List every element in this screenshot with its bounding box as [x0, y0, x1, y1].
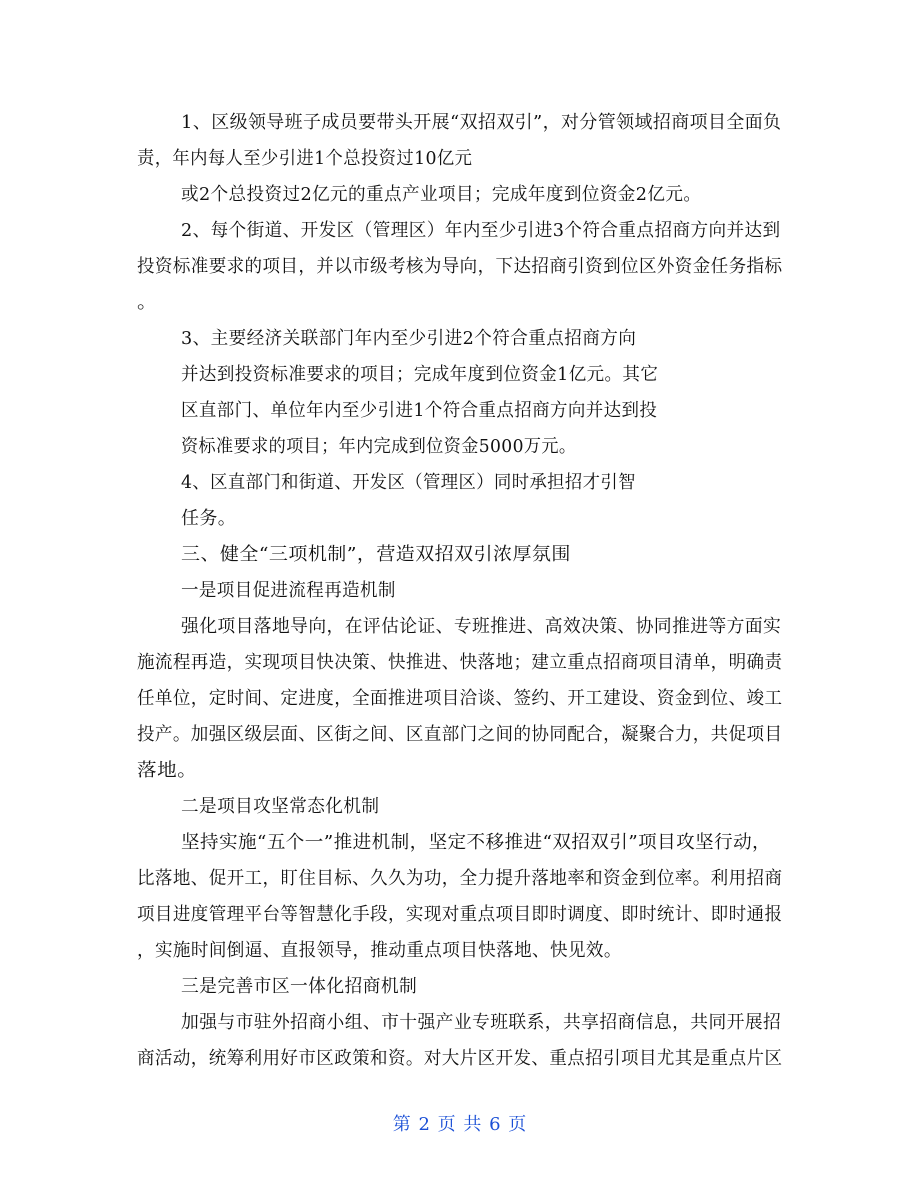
body-line: 或2个总投资过2亿元的重点产业项目；完成年度到位资金2亿元。 [181, 184, 702, 205]
subsection-heading: 一是项目促进流程再造机制 [181, 580, 396, 601]
body-line: 2、每个街道、开发区（管理区）年内至少引进3个符合重点招商方向并达到 [181, 220, 781, 241]
body-line: 1、区级领导班子成员要带头开展“双招双引”，对分管领域招商项目全面负 [181, 112, 782, 133]
body-line: 4、区直部门和街道、开发区（管理区）同时承担招才引智 [181, 472, 636, 493]
section-heading: 三、健全“三项机制”，营造双招双引浓厚氛围 [181, 544, 571, 565]
body-line: 加强与市驻外招商小组、市十强产业专班联系，共享招商信息，共同开展招 [181, 1012, 782, 1033]
body-line: ，实施时间倒逼、直报领导，推动重点项目快落地、快见效。 [137, 940, 622, 961]
body-line: 商活动，统筹利用好市区政策和资。对大片区开发、重点招引项目尤其是重点片区 [137, 1048, 783, 1069]
page-number-footer: 第 2 页 共 6 页 [392, 1114, 528, 1135]
subsection-heading: 三是完善市区一体化招商机制 [181, 976, 418, 997]
body-line: 强化项目落地导向，在评估论证、专班推进、高效决策、协同推进等方面实 [181, 616, 782, 637]
body-line: 资标准要求的项目；年内完成到位资金5000万元。 [181, 436, 577, 457]
body-line: 落地。 [137, 760, 198, 781]
body-line: 施流程再造，实现项目快决策、快推进、快落地；建立重点招商项目清单，明确责 [137, 652, 783, 673]
body-line: 责，年内每人至少引进1个总投资过10亿元 [137, 148, 473, 169]
body-line: 比落地、促开工，盯住目标、久久为功，全力提升落地率和资金到位率。利用招商 [137, 868, 783, 889]
body-line: 。 [137, 292, 158, 313]
body-line: 任务。 [181, 508, 237, 529]
body-line: 投产。加强区级层面、区街之间、区直部门之间的协同配合，凝聚合力，共促项目 [137, 724, 783, 745]
body-line: 任单位，定时间、定进度，全面推进项目洽谈、签约、开工建设、资金到位、竣工 [137, 688, 783, 709]
body-line: 区直部门、单位年内至少引进1个符合重点招商方向并达到投 [181, 400, 658, 421]
body-line: 项目进度管理平台等智慧化手段，实现对重点项目即时调度、即时统计、即时通报 [137, 904, 783, 925]
body-line: 坚持实施“五个一”推进机制，坚定不移推进“双招双引”项目攻坚行动， [181, 832, 772, 853]
body-line: 并达到投资标准要求的项目；完成年度到位资金1亿元。其它 [181, 364, 659, 385]
body-line: 3、主要经济关联部门年内至少引进2个符合重点招商方向 [181, 328, 637, 349]
subsection-heading: 二是项目攻坚常态化机制 [181, 796, 380, 817]
body-line: 投资标准要求的项目，并以市级考核为导向，下达招商引资到位区外资金任务指标 [137, 256, 783, 277]
